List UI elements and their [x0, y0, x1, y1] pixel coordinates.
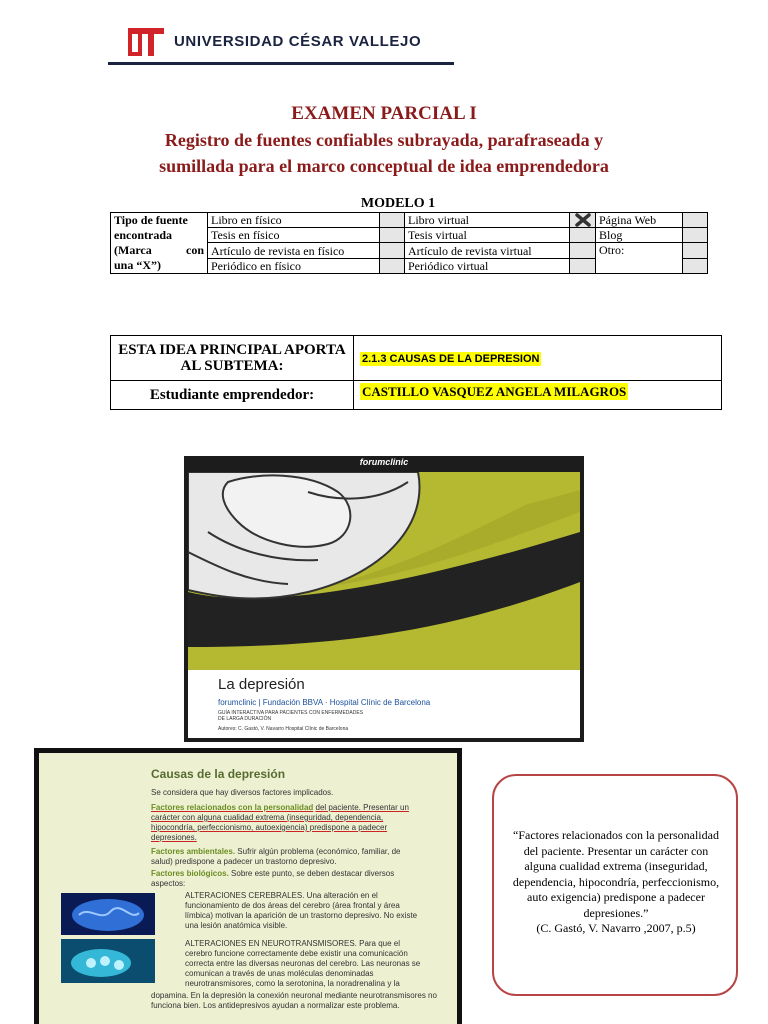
- cover-brand: forumclinic: [359, 457, 409, 467]
- neurotransmitter-text: ALTERACIONES EN NEUROTRANSMISORES. Para que el cerebro funcione correctamente debe existir una comunicación correcta entre las diversas neuronas del cerebro. Las neuronas se comunican a través de unas moléculas denominadas neurotransmisores, como la serotonina, la noradrenalina y la: [185, 939, 421, 988]
- brain-scan-icon: [61, 893, 155, 935]
- student-cell: [354, 381, 722, 410]
- quote-content: [508, 828, 724, 937]
- source-type-label: [111, 213, 208, 274]
- source-label-line2: encontrada: [114, 228, 172, 242]
- source-option: Artículo de revista virtual: [405, 243, 570, 259]
- x-mark-icon: [574, 213, 592, 227]
- source-checkbox[interactable]: [683, 213, 708, 228]
- student-label: Estudiante emprendedor:: [111, 381, 354, 410]
- subtema-value: 2.1.3 CAUSAS DE LA DEPRESION: [362, 353, 540, 365]
- quote-box: [492, 774, 738, 996]
- header-divider: [108, 62, 454, 65]
- personality-paragraph: [151, 803, 421, 843]
- causes-heading: Causas de la depresión: [151, 767, 286, 781]
- source-checkbox-marked[interactable]: [570, 213, 596, 228]
- university-name: UNIVERSIDAD CÉSAR VALLEJO: [174, 33, 422, 50]
- personality-text: del paciente. Presentar un carácter con alguna cualidad extrema (inseguridad, dependencia, hipocondría, perfeccionismo, autoexigencia) predispone a padecer depresiones.: [151, 803, 409, 842]
- biological-text: Sobre este punto, se deben destacar diversos aspectos:: [151, 869, 395, 888]
- exam-title: EXAMEN PARCIAL I: [291, 103, 477, 124]
- source-checkbox[interactable]: [683, 259, 708, 274]
- source-checkbox[interactable]: [683, 228, 708, 243]
- environment-text: Sufrir algún problema (económico, familiar, de salud) predispone a padecer un trastorno depresivo.: [151, 847, 401, 866]
- causes-page-content: [39, 753, 457, 1024]
- principal-idea-label: ESTA IDEA PRINCIPAL APORTA AL SUBTEMA:: [111, 336, 354, 381]
- student-name: CASTILLO VASQUEZ ANGELA MILAGROS: [362, 384, 627, 399]
- source-option: Tesis en físico: [208, 228, 380, 243]
- source-option: Periódico en físico: [208, 259, 380, 274]
- source-label-line3: [114, 243, 204, 258]
- source-label-line4: una “X”): [114, 258, 162, 272]
- university-logo-icon: [128, 26, 164, 58]
- source-label-line1: Tipo de fuente: [114, 213, 188, 227]
- exam-subtitle-line1: Registro de fuentes confiables subrayada, parafraseada y: [164, 130, 604, 150]
- quote-citation: (C. Gastó, V. Navarro ,2007, p.5): [536, 921, 696, 935]
- cover-guide: GUÍA INTERACTIVA PARA PACIENTES CON ENFERMEDADES DE LARGA DURACIÓN: [218, 710, 364, 722]
- neurotransmitter-text-cont: dopamina. En la depresión la conexión neuronal mediante neurotransmisores no funciona bien. Los antidepresivos ayudan a normalizar este problema.: [151, 991, 437, 1010]
- source-checkbox[interactable]: [380, 243, 405, 259]
- cover-authors: Autores: C. Gastó, V. Navarro Hospital Clínic de Barcelona: [218, 726, 349, 732]
- source-checkbox[interactable]: [380, 213, 405, 228]
- brain-alterations-text: ALTERACIONES CEREBRALES. Una alteración en el funcionamiento de dos áreas del cerebro (área frontal y área límbica) motivan la aparición de un trastorno depresivo. No existe una lesión anatómica visible.: [185, 891, 418, 930]
- neurotransmitter-icon: [61, 939, 155, 983]
- source-label-line3a: (Marca: [114, 243, 152, 257]
- source-checkbox[interactable]: [380, 259, 405, 274]
- source-option: Libro virtual: [405, 213, 570, 228]
- source-type-table: [110, 212, 708, 274]
- quote-text: “Factores relacionados con la personalidad del paciente. Presentar un carácter con alguna cualidad extrema (inseguridad, dependencia, hipocondría, perfeccionismo, auto exigencia) predispone a padecer depresiones.”: [512, 828, 720, 920]
- idea-table: [110, 335, 722, 410]
- environment-paragraph: [151, 847, 421, 867]
- personality-label: Factores relacionados con la personalidad: [151, 803, 314, 812]
- source-option: Tesis virtual: [405, 228, 570, 243]
- causes-page-image: [34, 748, 462, 1024]
- environment-label: Factores ambientales.: [151, 847, 236, 856]
- exam-subtitle-line2: sumillada para el marco conceptual de idea emprendedora: [159, 156, 609, 176]
- subtema-cell: [354, 336, 722, 381]
- source-checkbox[interactable]: [380, 228, 405, 243]
- cover-publisher: forumclinic | Fundación BBVA · Hospital Clínic de Barcelona: [218, 698, 431, 707]
- biological-paragraph: [151, 869, 421, 889]
- source-checkbox[interactable]: [570, 228, 596, 243]
- source-checkbox[interactable]: [683, 243, 708, 259]
- source-label-line3b: con: [186, 243, 204, 257]
- source-option: Libro en físico: [208, 213, 380, 228]
- cover-title: La depresión: [218, 676, 305, 693]
- source-option: Página Web: [596, 213, 683, 228]
- source-option: Periódico virtual: [405, 259, 570, 274]
- source-option: Blog: [596, 228, 683, 243]
- causes-intro: Se considera que hay diversos factores implicados.: [151, 788, 334, 797]
- source-checkbox[interactable]: [570, 259, 596, 274]
- source-option: Artículo de revista en físico: [208, 243, 380, 259]
- source-checkbox[interactable]: [570, 243, 596, 259]
- model-label: MODELO 1: [360, 196, 436, 211]
- biological-label: Factores biológicos.: [151, 869, 229, 878]
- source-option: Otro:: [596, 243, 683, 274]
